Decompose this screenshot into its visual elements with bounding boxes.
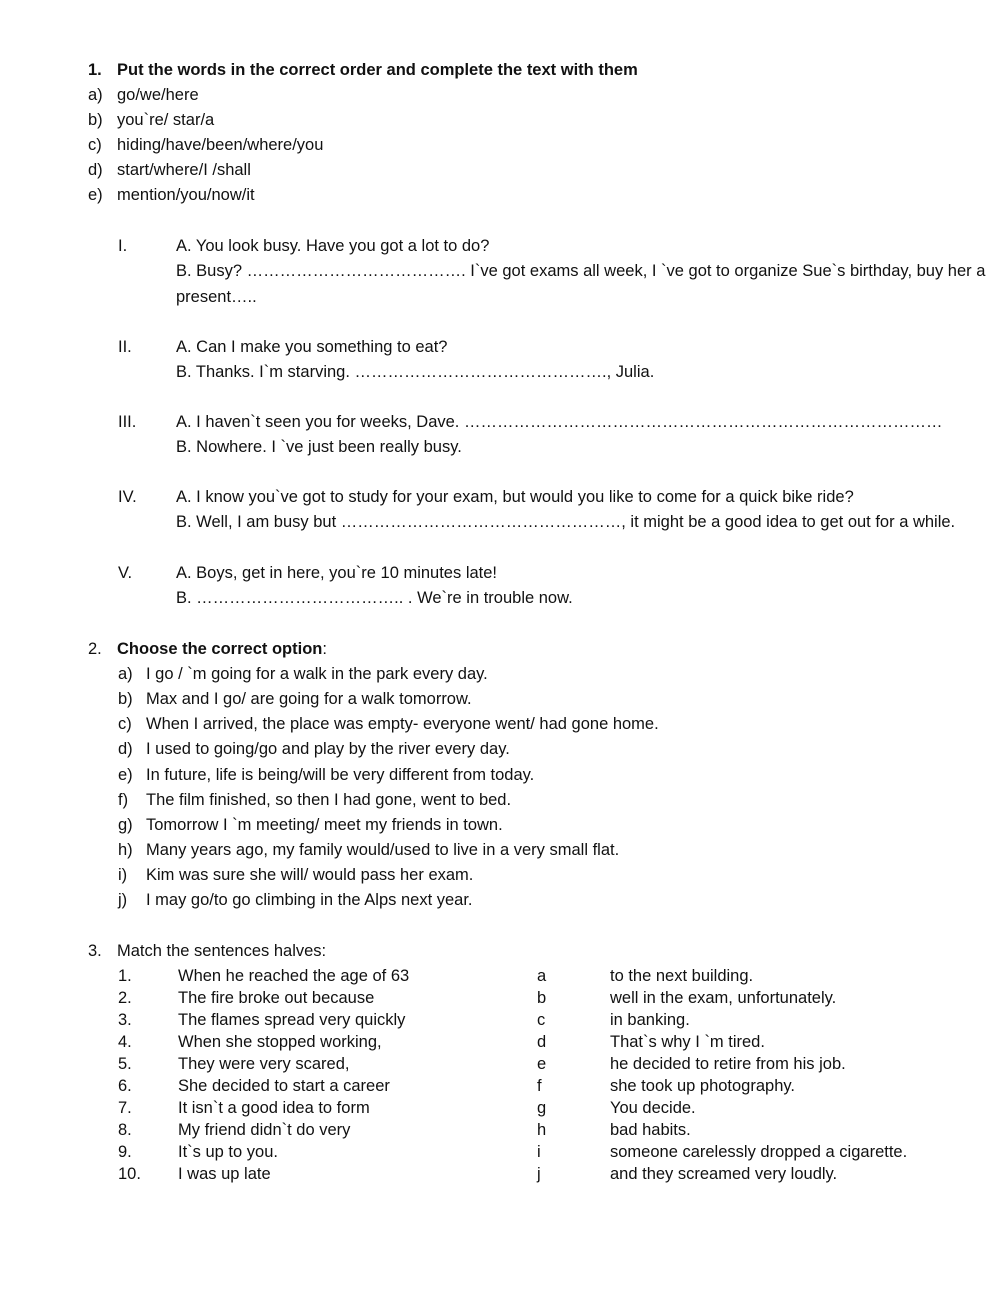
second-half: in banking. [610, 1011, 690, 1029]
dialogue-line: B. Busy? …………………………………. I`ve got exams all week, I `ve got to organize Sue`s birthday, buy her a [176, 262, 986, 280]
item-letter: b) [118, 690, 133, 708]
row-number: 5. [118, 1055, 132, 1073]
dialogue-line: B. Thanks. I`m starving. ………………………………………., Julia. [176, 363, 655, 381]
item-text: In future, life is being/will be very different from today. [146, 766, 535, 784]
first-half: It`s up to you. [178, 1143, 278, 1161]
dialogue-line: A. Boys, get in here, you`re 10 minutes late! [176, 564, 498, 582]
item-text: Max and I go/ are going for a walk tomorrow. [146, 690, 472, 708]
row-number: 6. [118, 1077, 132, 1095]
row-letter: g [537, 1099, 547, 1117]
row-letter: i [537, 1143, 541, 1161]
item-text: mention/you/now/it [117, 186, 255, 204]
item-letter: h) [118, 841, 133, 859]
second-half: to the next building. [610, 967, 754, 985]
row-letter: b [537, 989, 547, 1007]
second-half: well in the exam, unfortunately. [610, 989, 837, 1007]
second-half: and they screamed very loudly. [610, 1165, 838, 1183]
first-half: She decided to start a career [178, 1077, 390, 1095]
item-text: I go / `m going for a walk in the park every day. [146, 665, 488, 683]
item-letter: i) [118, 866, 128, 884]
dialogue-line: present….. [176, 288, 257, 306]
item-letter: a) [118, 665, 133, 683]
row-number: 8. [118, 1121, 132, 1139]
row-letter: a [537, 967, 547, 985]
item-text: When I arrived, the place was empty- everyone went/ had gone home. [146, 715, 659, 733]
item-text: I may go/to go climbing in the Alps next year. [146, 891, 473, 909]
item-letter: e) [88, 186, 103, 204]
second-half: That`s why I `m tired. [610, 1033, 765, 1051]
row-letter: d [537, 1033, 547, 1051]
dialogue-numeral: I. [118, 237, 128, 255]
dialogue-numeral: IV. [118, 488, 137, 506]
dialogue-line: A. I know you`ve got to study for your exam, but would you like to come for a quick bike ride? [176, 488, 854, 506]
dialogue-numeral: II. [118, 338, 132, 356]
ex2-colon: : [322, 640, 327, 658]
item-text: The film finished, so then I had gone, went to bed. [146, 791, 512, 809]
first-half: When he reached the age of 63 [178, 967, 410, 985]
ex1-number: 1. [88, 61, 102, 79]
item-letter: g) [118, 816, 133, 834]
dialogue-line: B. Well, I am busy but ……………………………………………, it might be a good idea to get out for a while. [176, 513, 956, 531]
row-number: 4. [118, 1033, 132, 1051]
item-text: you`re/ star/a [117, 111, 215, 129]
second-half: she took up photography. [610, 1077, 795, 1095]
ex3-number: 3. [88, 942, 102, 960]
second-half: he decided to retire from his job. [610, 1055, 846, 1073]
first-half: The flames spread very quickly [178, 1011, 406, 1029]
item-text: Kim was sure she will/ would pass her exam. [146, 866, 474, 884]
item-letter: a) [88, 86, 103, 104]
ex2-title: Choose the correct option [117, 640, 323, 658]
first-half: The fire broke out because [178, 989, 375, 1007]
dialogue-line: B. ……………………………….. . We`re in trouble now. [176, 589, 573, 607]
row-number: 7. [118, 1099, 132, 1117]
item-letter: d) [88, 161, 103, 179]
row-letter: e [537, 1055, 547, 1073]
row-number: 3. [118, 1011, 132, 1029]
item-text: Many years ago, my family would/used to live in a very small flat. [146, 841, 620, 859]
row-number: 9. [118, 1143, 132, 1161]
dialogue-line: B. Nowhere. I `ve just been really busy. [176, 438, 462, 456]
dialogue-numeral: III. [118, 413, 137, 431]
dialogue-line: A. You look busy. Have you got a lot to do? [176, 237, 490, 255]
second-half: someone carelessly dropped a cigarette. [610, 1143, 908, 1161]
ex1-title: Put the words in the correct order and complete the text with them [117, 61, 638, 79]
item-text: hiding/have/been/where/you [117, 136, 324, 154]
item-letter: b) [88, 111, 103, 129]
dialogue-line: A. I haven`t seen you for weeks, Dave. …………………………………………………………………………… [176, 413, 943, 431]
row-number: 10. [118, 1165, 141, 1183]
item-text: start/where/I /shall [117, 161, 251, 179]
item-letter: j) [118, 891, 128, 909]
dialogue-numeral: V. [118, 564, 133, 582]
item-letter: d) [118, 740, 133, 758]
dialogue-line: A. Can I make you something to eat? [176, 338, 448, 356]
item-text: I used to going/go and play by the river every day. [146, 740, 510, 758]
ex3-title: Match the sentences halves: [117, 942, 327, 960]
item-letter: c) [118, 715, 132, 733]
item-text: Tomorrow I `m meeting/ meet my friends in town. [146, 816, 503, 834]
row-number: 1. [118, 967, 132, 985]
item-text: go/we/here [117, 86, 199, 104]
second-half: bad habits. [610, 1121, 691, 1139]
item-letter: e) [118, 766, 133, 784]
second-half: You decide. [610, 1099, 696, 1117]
row-letter: j [537, 1165, 541, 1183]
row-number: 2. [118, 989, 132, 1007]
row-letter: f [537, 1077, 542, 1095]
item-letter: c) [88, 136, 102, 154]
item-letter: f) [118, 791, 129, 809]
first-half: I was up late [178, 1165, 271, 1183]
first-half: When she stopped working, [178, 1033, 382, 1051]
first-half: They were very scared, [178, 1055, 350, 1073]
first-half: My friend didn`t do very [178, 1121, 351, 1139]
first-half: It isn`t a good idea to form [178, 1099, 370, 1117]
row-letter: c [537, 1011, 546, 1029]
ex2-number: 2. [88, 640, 102, 658]
row-letter: h [537, 1121, 547, 1139]
